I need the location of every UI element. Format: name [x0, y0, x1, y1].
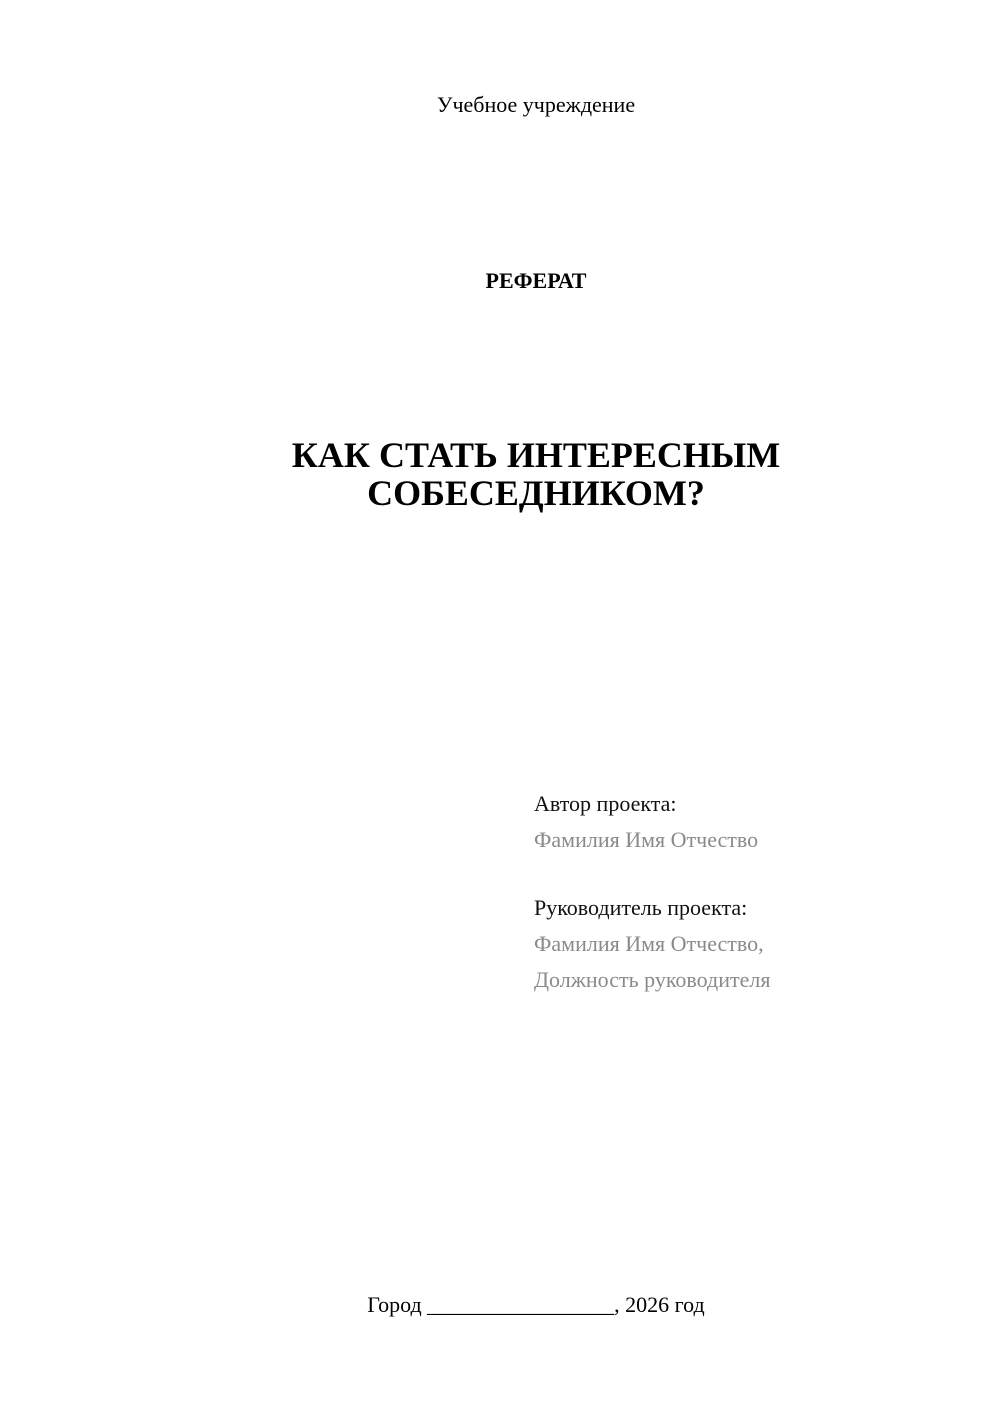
supervisor-name: Фамилия Имя Отчество, — [534, 931, 764, 956]
info-spacer — [534, 858, 974, 890]
city-year-footer: Город _________________, 2026 год — [367, 1292, 705, 1317]
document-type: РЕФЕРАТ — [485, 268, 587, 293]
project-info-block — [534, 786, 974, 998]
supervisor-position: Должность руководителя — [534, 967, 771, 992]
author-label: Автор проекта: — [534, 791, 677, 816]
institution-name: Учебное учреждение — [436, 92, 636, 117]
document-title-line-2: СОБЕСЕДНИКОМ? — [367, 473, 705, 513]
supervisor-label: Руководитель проекта: — [534, 895, 748, 920]
author-name: Фамилия Имя Отчество — [534, 827, 759, 852]
document-title-line-1: КАК СТАТЬ ИНТЕРЕСНЫМ — [291, 435, 781, 475]
document-title — [0, 436, 1000, 512]
